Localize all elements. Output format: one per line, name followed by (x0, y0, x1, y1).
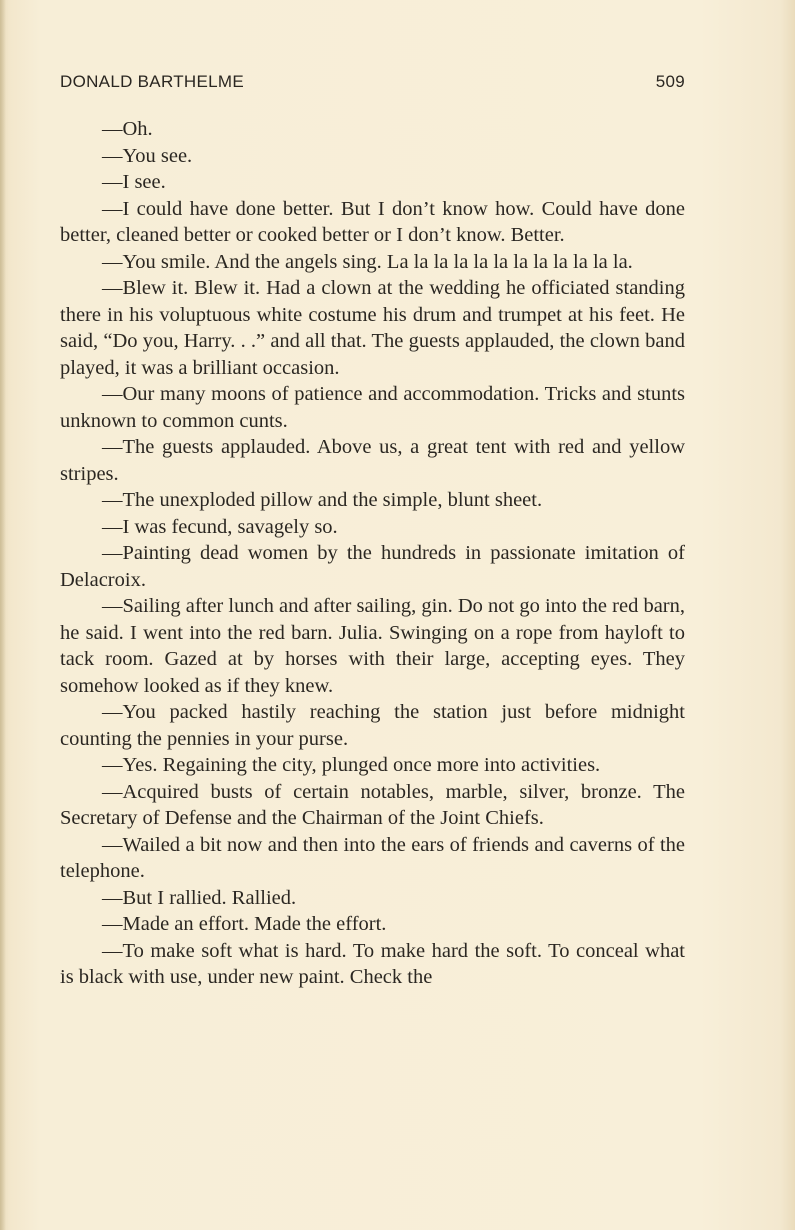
paragraph: —Wailed a bit now and then into the ears of friends and caverns of the telephone. (60, 833, 685, 882)
paragraph: —I could have done better. But I don’t know how. Could have done better, cleaned better or cooked better or I don’t know. Better. (60, 197, 685, 246)
paragraph: —To make soft what is hard. To make hard the soft. To conceal what is black with use, under new paint. Check the (60, 939, 685, 988)
running-head (60, 72, 685, 96)
paragraph: —Made an effort. Made the effort. (102, 913, 387, 935)
paragraph: —Blew it. Blew it. Had a clown at the wedding he officiated standing there in his voluptuous white costume his drum and trumpet at his feet. He said, “Do you, Harry. . .” and all that. The guests applauded, the clown band played, it was a brilliant occasion. (60, 277, 685, 379)
paragraph: —You see. (102, 144, 193, 167)
paragraph: —I was fecund, savagely so. (102, 515, 338, 538)
paragraph: —The unexploded pillow and the simple, blunt sheet. (102, 489, 543, 511)
paragraph: —Acquired busts of certain notables, marble, silver, bronze. The Secretary of Defense and the Chairman of the Joint Chiefs. (60, 780, 685, 829)
paragraph: —I see. (102, 171, 166, 193)
paragraph: —Yes. Regaining the city, plunged once more into activities. (102, 754, 601, 776)
paragraph: —Our many moons of patience and accommodation. Tricks and stunts unknown to common cunts. (60, 383, 685, 432)
paragraph: —Sailing after lunch and after sailing, gin. Do not go into the red barn, he said. I went into the red barn. Julia. Swinging on a rope from hayloft to tack room. Gazed at by horses with their large, accepting eyes. They somehow looked as if they knew. (60, 595, 685, 697)
running-head-author: DONALD BARTHELME (60, 72, 244, 91)
paragraph: —You smile. And the angels sing. La la la la la la la la la la la la. (102, 250, 633, 273)
paragraph: —But I rallied. Rallied. (102, 886, 297, 909)
paragraph: —Oh. (102, 118, 153, 140)
gutter-shadow (0, 0, 6, 1230)
body-text (60, 116, 685, 991)
paragraph: —You packed hastily reaching the station just before midnight counting the pennies in your purse. (60, 701, 685, 750)
paragraph: —Painting dead women by the hundreds in passionate imitation of Delacroix. (60, 542, 685, 591)
paragraph: —The guests applauded. Above us, a great tent with red and yellow stripes. (60, 436, 685, 485)
page-number: 509 (655, 72, 685, 91)
